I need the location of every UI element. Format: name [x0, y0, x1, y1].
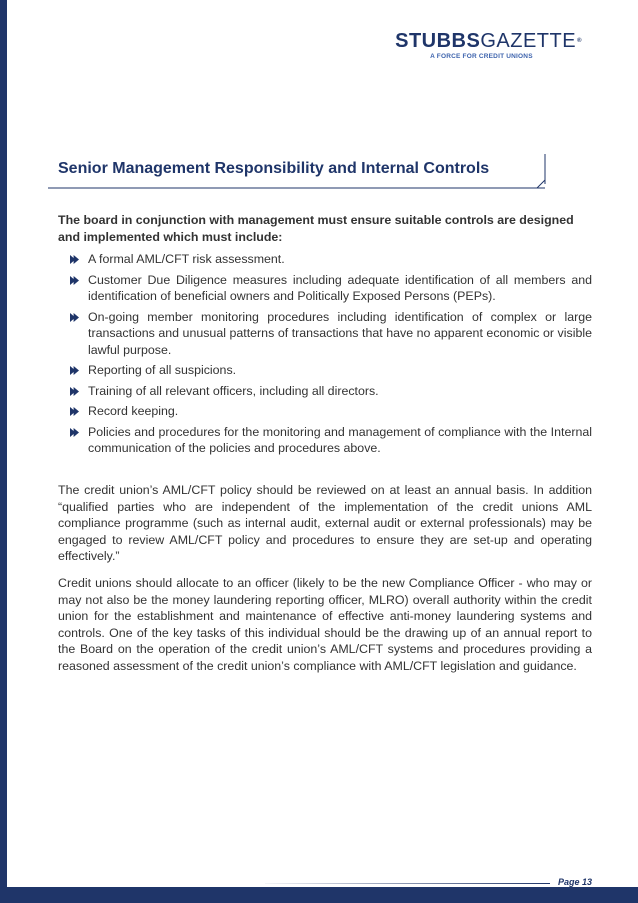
double-arrow-bullet-icon — [70, 428, 79, 437]
list-item — [70, 383, 592, 400]
list-item-text: Customer Due Diligence measures including adequate identification of all members and identification of beneficial owners and Politically Exposed Persons (PEPs). — [88, 272, 592, 303]
left-border-bar — [0, 0, 7, 903]
double-arrow-bullet-icon — [70, 407, 79, 416]
footer-rule — [265, 883, 550, 884]
page-number: Page 13 — [557, 877, 592, 887]
list-item — [70, 424, 592, 457]
logo-brand-thin: GAZETTE — [480, 30, 577, 52]
double-arrow-bullet-icon — [70, 255, 79, 264]
compliance-officer-paragraph: Credit unions should allocate to an officer (likely to be the new Compliance Officer - who may or may not also be the money laundering reporting officer, MLRO) overall authority within the credit union for the establishment and maintenance of effective anti-money laundering systems and controls. One of the key tasks of this individual should be the drawing up of an annual report to the Board on the operation of the credit union’s AML/CFT systems and procedures providing a reasoned assessment of the credit union’s compliance with AML/CFT legislation and guidance. — [58, 576, 592, 673]
list-item — [70, 362, 592, 379]
footer-bar — [0, 887, 638, 903]
logo-brand-bold: STUBBS — [395, 30, 481, 52]
list-item-text: A formal AML/CFT risk assessment. — [88, 252, 285, 266]
list-item-text: Training of all relevant officers, including all directors. — [88, 383, 379, 398]
list-item-text: Policies and procedures for the monitoring and management of compliance with the Internal communication of the policies and procedures above. — [88, 424, 592, 455]
logo-registered-mark: ® — [577, 38, 582, 44]
heading-corner-accent — [48, 153, 568, 193]
double-arrow-bullet-icon — [70, 276, 79, 285]
list-item — [70, 251, 592, 268]
logo-tagline: A FORCE FOR CREDIT UNIONS — [430, 53, 533, 60]
policy-review-paragraph: The credit union’s AML/CFT policy should be reviewed on at least an annual basis. In addition “qualified parties who are independent of the implementation of the credit unions AML compliance programme (such as internal audit, external audit or external professionals) may be engaged to review AML/CFT policy and procedures to ensure they are set-up and operating effectively.” — [58, 483, 592, 563]
logo-wordmark — [395, 30, 582, 52]
double-arrow-bullet-icon — [70, 366, 79, 375]
requirements-list — [70, 251, 592, 461]
intro-text: The board in conjunction with management must ensure suitable controls are designed and implemented which must include: — [58, 213, 574, 244]
section-heading: Senior Management Responsibility and Internal Controls — [58, 160, 490, 177]
list-item — [70, 403, 592, 420]
double-arrow-bullet-icon — [70, 387, 79, 396]
list-item — [70, 272, 592, 305]
list-item-text: Reporting of all suspicions. — [88, 363, 237, 377]
list-item — [70, 309, 592, 359]
double-arrow-bullet-icon — [70, 313, 79, 322]
list-item-text: On-going member monitoring procedures including identification of complex or large transactions and unusual patterns of transactions that have no apparent economic or visible lawful purpose. — [88, 309, 592, 357]
stubbs-gazette-logo — [395, 30, 582, 60]
list-item-text: Record keeping. — [88, 404, 179, 418]
